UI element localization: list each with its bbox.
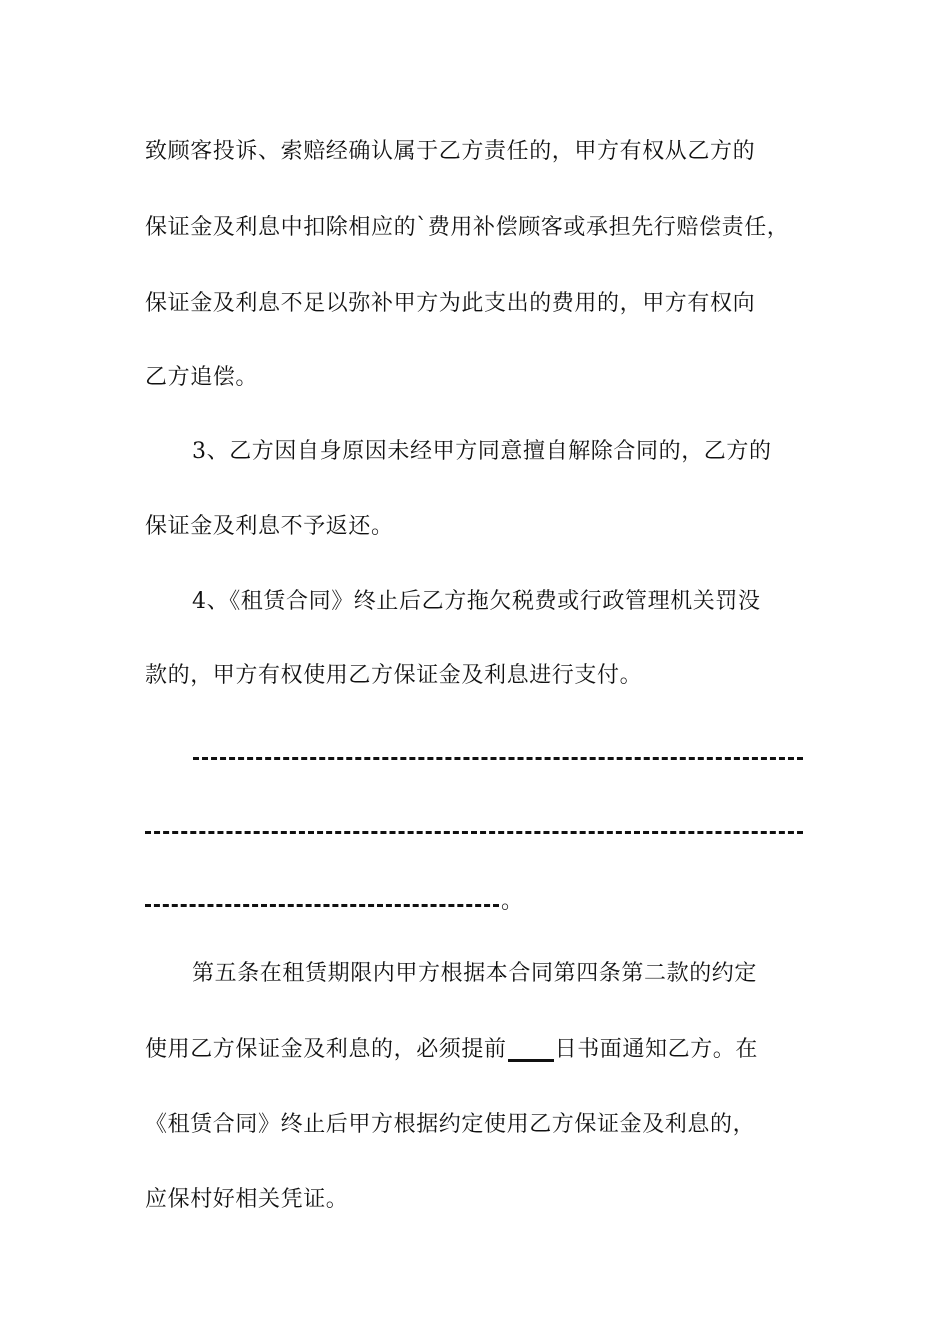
paragraph-line [145, 1032, 810, 1068]
paragraph-line: 乙方追偿。 [145, 365, 259, 390]
paragraph-text: 使用乙方保证金及利息的，必须提前 [145, 1037, 507, 1062]
days-blank-field [508, 1037, 554, 1062]
paragraph-line: 保证金及利息不足以弥补甲方为此支出的费用的，甲方有权向 [145, 291, 756, 316]
paragraph-line: 3、乙方因自身原因未经甲方同意擅自解除合同的，乙方的 [192, 439, 772, 464]
paragraph-line: 保证金及利息中扣除相应的`费用补偿顾客或承担先行赔偿责任， [145, 215, 790, 240]
paragraph-line: 保证金及利息不予返还。 [145, 514, 394, 539]
blank-fill-line [145, 831, 803, 834]
paragraph-line: 《租赁合同》终止后甲方根据约定使用乙方保证金及利息的， [145, 1112, 756, 1137]
blank-fill-line [193, 757, 803, 760]
paragraph-line: 4、《租赁合同》终止后乙方拖欠税费或行政管理机关罚没 [192, 589, 761, 614]
paragraph-text: 日书面通知乙方。在 [554, 1037, 759, 1062]
paragraph-line: 款的，甲方有权使用乙方保证金及利息进行支付。 [145, 663, 643, 688]
blank-fill-line [145, 904, 499, 907]
paragraph-line: 第五条在租赁期限内甲方根据本合同第四条第二款的约定 [192, 961, 758, 986]
paragraph-line: 致顾客投诉、索赔经确认属于乙方责任的，甲方有权从乙方的 [145, 139, 756, 164]
blank-end-mark: 。 [501, 889, 524, 914]
paragraph-line: 应保村好相关凭证。 [145, 1187, 349, 1212]
